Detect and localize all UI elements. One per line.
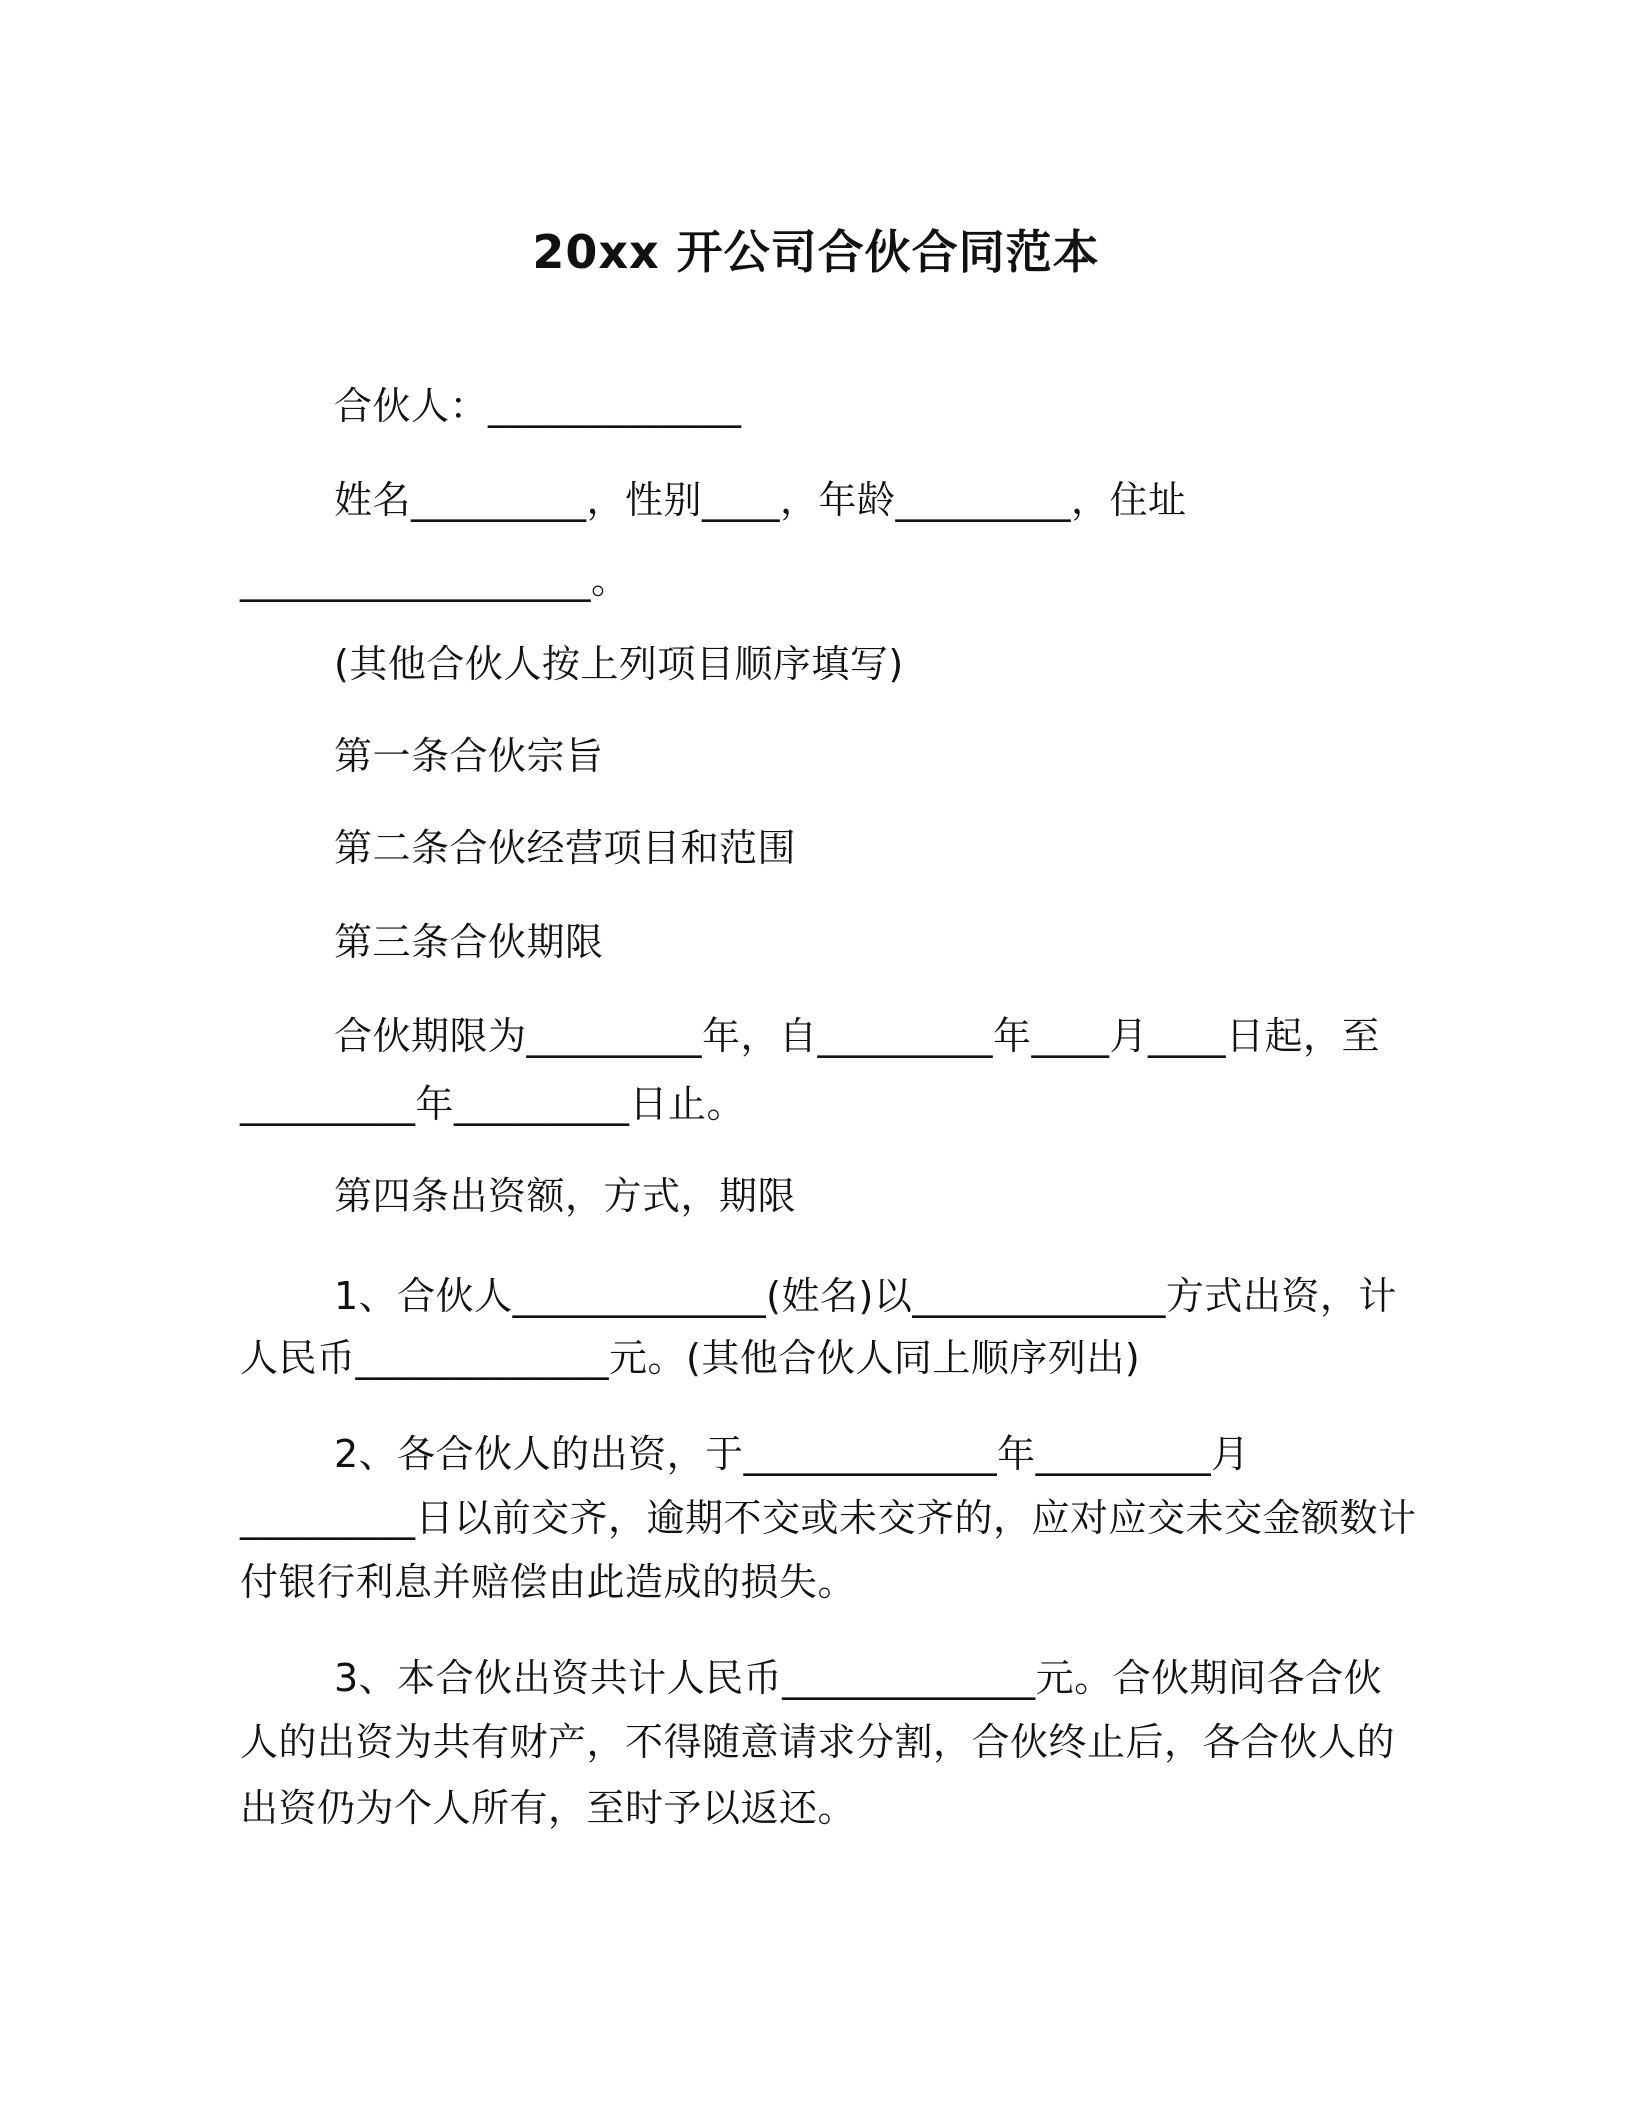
article-1-heading: 第一条合伙宗旨 [334, 734, 604, 778]
article-3-heading: 第三条合伙期限 [334, 920, 604, 964]
clause-3-line-1: 3、本合伙出资共计人民币_____________元。合伙期间各合伙 [334, 1656, 1383, 1700]
partner-label-line: 合伙人：_____________ [334, 384, 742, 428]
article-2-heading: 第二条合伙经营项目和范围 [334, 826, 797, 870]
clause-2-line-3: 付银行利息并赔偿由此造成的损失。 [240, 1560, 857, 1604]
clause-2-line-2: _________日以前交齐，逾期不交或未交齐的，应对应交未交金额数计 [240, 1496, 1417, 1540]
clause-3-line-2: 人的出资为共有财产，不得随意请求分割，合伙终止后，各合伙人的 [240, 1720, 1396, 1764]
clause-2-line-1: 2、各合伙人的出资，于_____________年_________月 [334, 1432, 1250, 1476]
partner-address-line: __________________。 [240, 558, 630, 602]
document-title: 20xx 开公司合伙合同范本 [532, 225, 1100, 279]
other-partners-note: (其他合伙人按上列项目顺序填写) [334, 642, 904, 686]
clause-3-line-3: 出资仍为个人所有，至时予以返还。 [240, 1786, 857, 1830]
clause-1-line-2: 人民币_____________元。(其他合伙人同上顺序列出) [240, 1336, 1141, 1380]
term-paragraph-line-1: 合伙期限为_________年，自_________年____月____日起，至 [334, 1014, 1381, 1058]
clause-1-line-1: 1、合伙人_____________(姓名)以_____________方式出资，计 [334, 1274, 1397, 1318]
partner-info-line: 姓名_________，性别____，年龄_________，住址 [334, 478, 1187, 522]
term-paragraph-line-2: _________年_________日止。 [240, 1082, 746, 1126]
article-4-heading: 第四条出资额，方式，期限 [334, 1174, 797, 1218]
